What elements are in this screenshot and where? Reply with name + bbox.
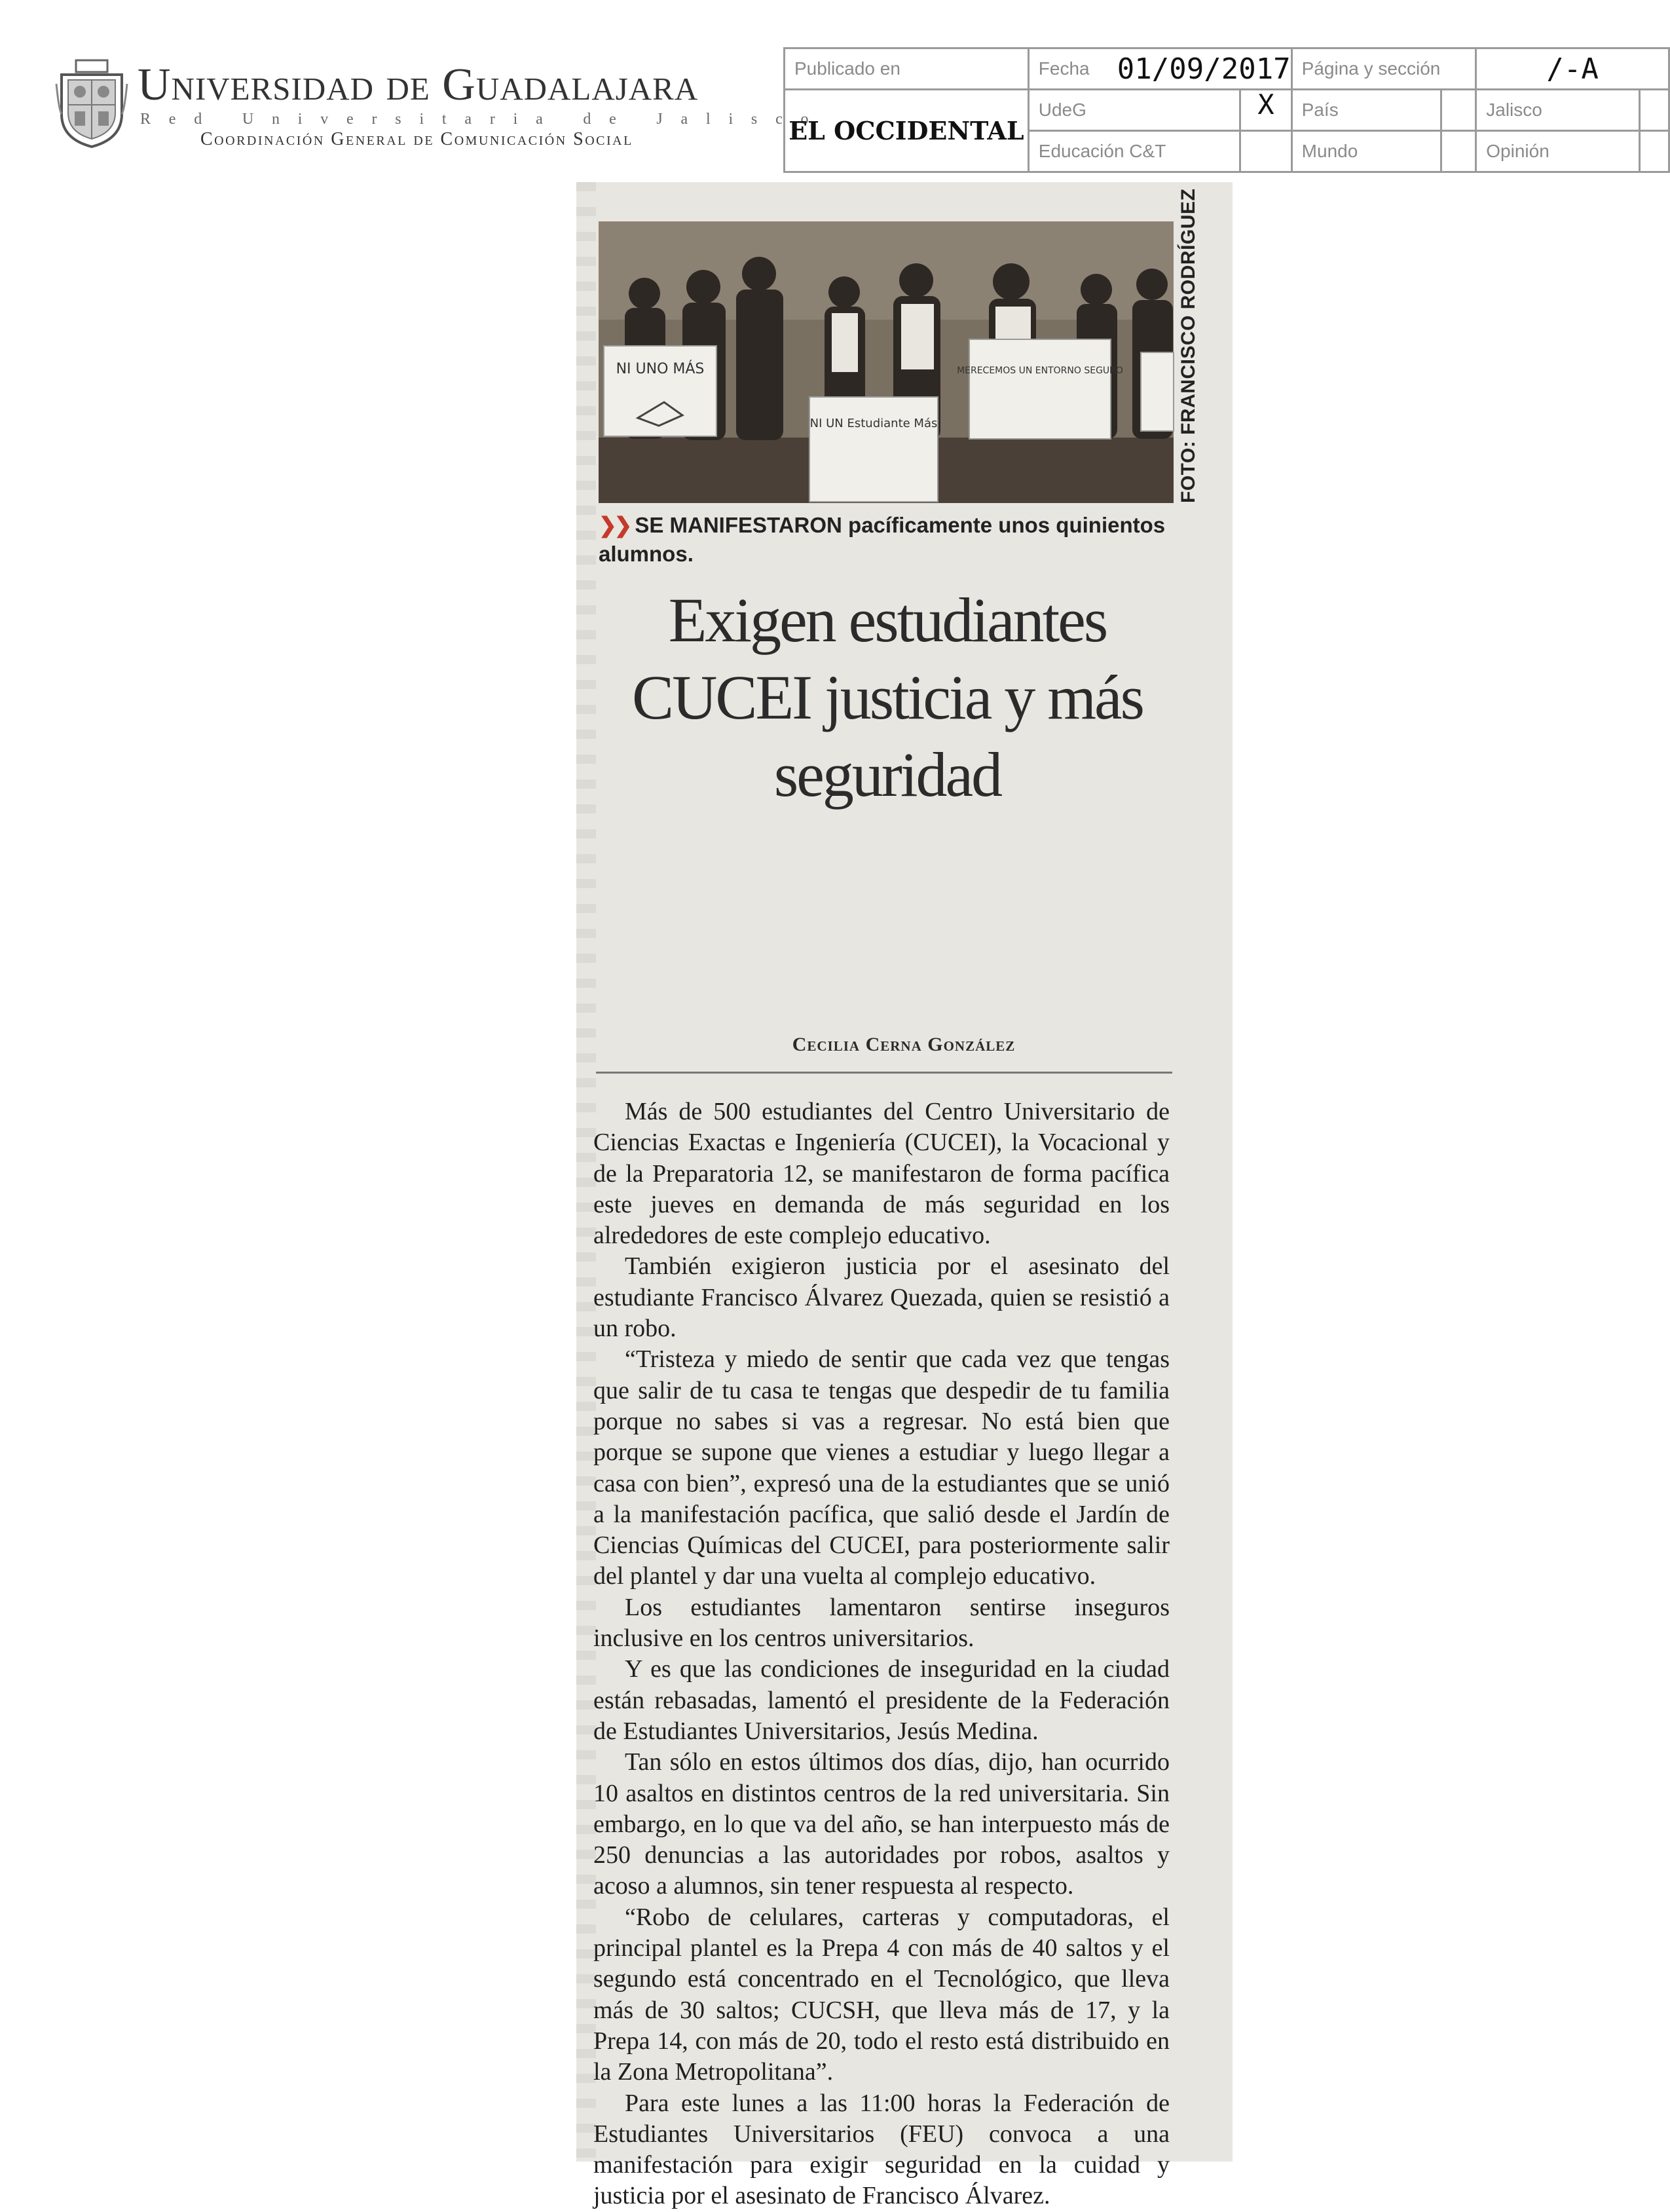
publication-info-table bbox=[783, 47, 1670, 173]
network-line: Red Universitaria de Jalisco bbox=[140, 111, 827, 128]
section-mark-udeg: X bbox=[1240, 90, 1291, 131]
article-paragraph: También exigieron justicia por el asesinato del estudiante Francisco Álvarez Quezada, quien se resistió a un robo. bbox=[593, 1252, 1170, 1343]
coordination-line: Coordinación General de Comunicación Social bbox=[200, 129, 633, 149]
sign-text-2: MERECEMOS UN ENTORNO SEGURO bbox=[957, 366, 1123, 376]
article-paragraph: Y es que las condiciones de inseguridad en la ciudad están rebasadas, lamentó el presidente de la Federación de Estudiantes Universitarios, Jesús Medina. bbox=[593, 1655, 1170, 1745]
section-label-jalisco: Jalisco bbox=[1476, 90, 1640, 131]
newspaper-clipping bbox=[576, 182, 1233, 2210]
byline-divider bbox=[596, 1072, 1172, 1074]
section-mark-mundo bbox=[1441, 131, 1475, 172]
section-label-pais: País bbox=[1291, 90, 1441, 131]
article-body bbox=[593, 1097, 1170, 2212]
chevron-right-icon: ❯❯ bbox=[599, 513, 630, 537]
section-label-opinion: Opinión bbox=[1476, 131, 1640, 172]
published-in-label: Publicado en bbox=[785, 48, 1029, 90]
university-seal-logo bbox=[56, 58, 127, 149]
university-name: Universidad de Guadalajara bbox=[138, 60, 699, 110]
section-label-mundo: Mundo bbox=[1291, 131, 1441, 172]
section-mark-jalisco bbox=[1640, 90, 1669, 131]
newspaper-name: EL OCCIDENTAL bbox=[785, 90, 1029, 172]
article-paragraph: Tan sólo en estos últimos dos días, dijo, han ocurrido 10 asaltos en distintos centros de la red universitaria. Sin embargo, en lo que va del año, se han interpuesto más de 250 denuncias a las autoridades por robos, asaltos y acoso a alumnos, sin tener respuesta al respecto. bbox=[593, 1748, 1170, 1900]
article-paragraph: “Robo de celulares, carteras y computadoras, el principal plantel es la Prepa 4 con más de 40 saltos y el segundo está concentrado en el Tecnológico, que lleva más de 30 saltos; CUCSH, que lleva más de 17, y la Prepa 14, con más de 20, todo el resto está distribuido en la Zona Metropolitana”. bbox=[593, 1903, 1170, 2086]
page-section-label: Página y sección bbox=[1291, 48, 1476, 90]
photo-caption bbox=[599, 511, 1181, 569]
date-value: 01/09/2017 bbox=[1117, 52, 1291, 86]
sign-text-3: NI UN Estudiante Más bbox=[809, 417, 938, 430]
sign-text-1: NI UNO MÁS bbox=[616, 361, 705, 377]
article-paragraph: Más de 500 estudiantes del Centro Universitario de Ciencias Exactas e Ingeniería (CUCEI), la Vocacional y de la Preparatoria 12, se manifestaron de forma pacífica este jueves en demanda de más seguridad en los alrededores de este complejo educativo. bbox=[593, 1098, 1170, 1250]
page-section-value: /-A bbox=[1476, 48, 1669, 90]
article-byline: Cecilia Cerna González bbox=[792, 1034, 1016, 1055]
article-paragraph: Los estudiantes lamentaron sentirse inseguros inclusive en los centros universitarios. bbox=[593, 1593, 1170, 1653]
section-mark-opinion bbox=[1640, 131, 1669, 172]
section-label-udeg: UdeG bbox=[1028, 90, 1240, 131]
protest-photo-graphic bbox=[599, 221, 1174, 503]
date-cell bbox=[1028, 48, 1291, 90]
article-paragraph: “Tristeza y miedo de sentir que cada vez que tengas que salir de tu casa te tengas que despedir de tu familia porque no sabes si vas a regresar. No está bien que porque se supone que vienes a estudiar y luego llegar a casa con bien”, expresó una de la estudiantes que se unió a la manifestación pacífica, que salió desde el Jardín de Ciencias Químicas del CUCEI, para posteriormente salir del plantel y dar una vuelta al complejo educativo. bbox=[593, 1345, 1170, 1590]
university-header bbox=[138, 60, 827, 151]
seal-graphic bbox=[56, 58, 127, 149]
section-label-educacion: Educación C&T bbox=[1028, 131, 1240, 172]
article-paragraph: Para este lunes a las 11:00 horas la Federación de Estudiantes Universitarios (FEU) convoca a una manifestación para exigir seguridad en la cuidad y justicia por el asesinato de Francisco Álvarez. bbox=[593, 2089, 1170, 2210]
section-mark-pais bbox=[1441, 90, 1475, 131]
section-mark-educacion bbox=[1240, 131, 1291, 172]
article-headline: Exigen estudiantes CUCEI justicia y más seguridad bbox=[632, 585, 1143, 810]
date-label: Fecha bbox=[1038, 58, 1090, 79]
photo-credit: FOTO: FRANCISCO RODRÍGUEZ bbox=[1178, 188, 1199, 503]
caption-lead: SE MANIFESTARON bbox=[635, 513, 842, 537]
caption-rest: pacíficamente unos quinientos alumnos. bbox=[599, 513, 1166, 566]
protest-photo bbox=[599, 221, 1174, 503]
